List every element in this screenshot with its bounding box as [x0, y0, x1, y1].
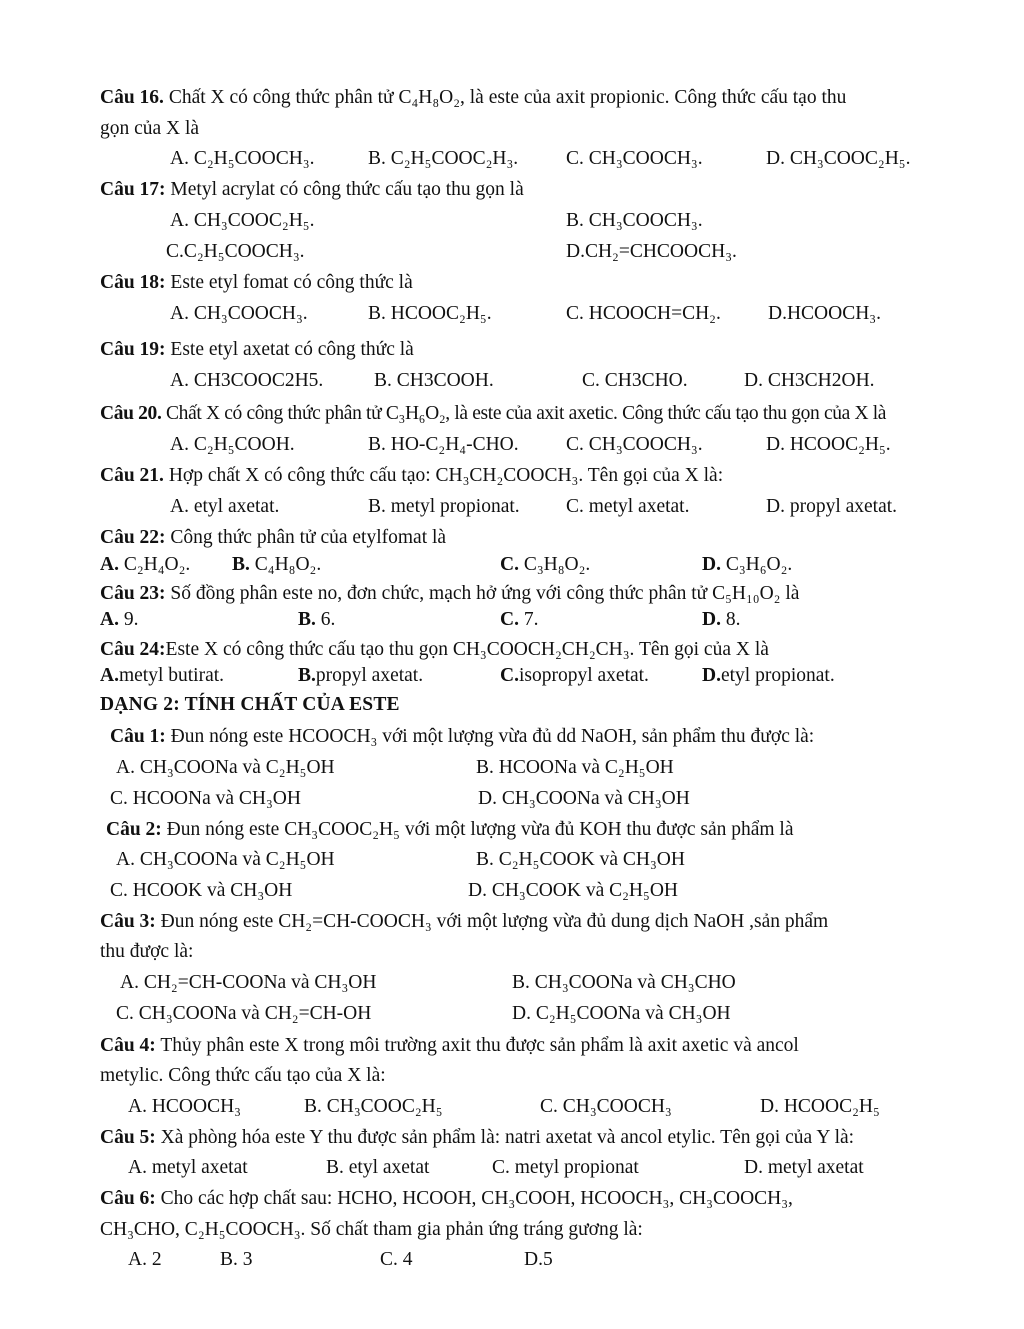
option-c: [500, 608, 538, 632]
option-a: [100, 553, 190, 577]
question-label: Câu 5:: [100, 1127, 156, 1148]
option-c: [500, 664, 649, 688]
question-text: Metyl acrylat có công thức cấu tạo thu gọn là: [165, 179, 524, 200]
question-text: Đun nóng este HCOOCH₃ với một lượng vừa đủ dd NaOH, sản phẩm thu được là:: [165, 726, 815, 747]
option-d: D.5: [524, 1249, 553, 1270]
question-20: [100, 402, 886, 426]
option-a: A. CH₃COOC₂H₅.: [170, 210, 315, 231]
option-c: C. metyl propionat: [492, 1157, 639, 1178]
option-letter: A.: [100, 665, 119, 686]
question-label: Câu 23:: [100, 583, 166, 604]
option-letter: A.: [100, 609, 119, 630]
option-a: A. etyl axetat.: [170, 496, 280, 517]
question-label: Câu 19:: [100, 339, 166, 360]
option-letter: D.: [702, 609, 721, 630]
option-a: A. CH₂=CH-COONa và CH₃OH: [120, 972, 377, 993]
question-5: [100, 1126, 854, 1150]
question-22: [100, 526, 446, 550]
question-4: [100, 1034, 799, 1058]
option-b: B. HCOONa và C₂H₅OH: [476, 757, 674, 778]
question-text: Este X có công thức cấu tạo thu gọn CH₃COOCH₂CH₂CH₃. Tên gọi của X là: [165, 639, 769, 660]
question-text: Thủy phân este X trong môi trường axit thu được sản phẩm là axit axetic và ancol: [155, 1035, 799, 1056]
option-letter: D.: [702, 665, 721, 686]
option-a: A. C₂H₅COOH.: [170, 434, 295, 455]
question-label: Câu 1:: [110, 726, 166, 747]
option-a: A. C₂H₅COOCH₃.: [170, 148, 315, 169]
option-b: [298, 608, 335, 632]
question-text-continued: thu được là:: [100, 941, 194, 962]
option-letter: B.: [298, 609, 316, 630]
option-letter: D.: [702, 554, 721, 575]
option-text: C₃H₈O₂.: [518, 554, 591, 575]
option-b: B. CH₃COOCH₃.: [566, 210, 703, 231]
option-c: C. CH₃COOCH₃.: [566, 434, 703, 455]
question-3: [100, 910, 828, 934]
option-a: A. metyl axetat: [128, 1157, 248, 1178]
option-a: A. 2: [128, 1249, 162, 1270]
question-label: Câu 6:: [100, 1188, 156, 1209]
option-text: etyl propionat.: [720, 665, 835, 686]
question-text: Số đồng phân este no, đơn chức, mạch hở ứng với công thức phân tử C₅H₁₀O₂ là: [165, 583, 800, 604]
option-c: C. HCOONa và CH₃OH: [110, 788, 301, 809]
option-text: C₂H₄O₂.: [118, 554, 191, 575]
option-d: D. CH₃COONa và CH₃OH: [478, 788, 690, 809]
option-d: D. HCOOC₂H₅: [760, 1096, 880, 1117]
option-text: metyl butirat.: [118, 665, 225, 686]
question-23: [100, 582, 799, 606]
question-text-continued: CH₃CHO, C₂H₅COOCH₃. Số chất tham gia phản ứng tráng gương là:: [100, 1219, 643, 1240]
option-d: D. CH₃COOK và C₂H₅OH: [468, 880, 678, 901]
option-text: propyl axetat.: [315, 665, 424, 686]
option-c: C.C₂H₅COOCH₃.: [166, 241, 305, 262]
question-2: [106, 818, 794, 842]
option-b: [232, 553, 321, 577]
option-d: [702, 553, 792, 577]
option-b: B. HO-C₂H₄-CHO.: [368, 434, 519, 455]
question-label: Câu 16.: [100, 87, 164, 108]
option-d: D.HCOOCH₃.: [768, 303, 881, 324]
option-text: C₄H₈O₂.: [249, 554, 322, 575]
question-text-continued: metylic. Công thức cấu tạo của X là:: [100, 1065, 386, 1086]
option-a: A. CH₃COOCH₃.: [170, 303, 308, 324]
option-d: D. CH3CH2OH.: [744, 370, 875, 391]
option-d: D. HCOOC₂H₅.: [766, 434, 891, 455]
option-d: D. metyl axetat: [744, 1157, 864, 1178]
question-label: Câu 21.: [100, 465, 164, 486]
question-text: Công thức phân tử của etylfomat là: [165, 527, 447, 548]
question-6: [100, 1187, 793, 1211]
question-text: Chất X có công thức phân tử C₄H₈O₂, là este của axit propionic. Công thức cấu tạo thu: [163, 87, 847, 108]
option-c: C. CH₃COOCH₃.: [566, 148, 703, 169]
option-b: B. etyl axetat: [326, 1157, 430, 1178]
option-c: C. CH₃COONa và CH₂=CH-OH: [116, 1003, 372, 1024]
option-c: C. HCOOK và CH₃OH: [110, 880, 293, 901]
question-text-continued: gọn của X là: [100, 118, 200, 139]
option-a: A. CH₃COONa và C₂H₅OH: [116, 757, 335, 778]
question-text: Cho các hợp chất sau: HCHO, HCOOH, CH₃COOH, HCOOCH₃, CH₃COOCH₃,: [155, 1188, 793, 1209]
option-letter: C.: [500, 554, 519, 575]
option-c: [500, 553, 590, 577]
question-label: Câu 3:: [100, 911, 156, 932]
question-text: Đun nóng este CH₂=CH-COOCH₃ với một lượng vừa đủ dung dịch NaOH ,sản phẩm: [155, 911, 829, 932]
question-text: Xà phòng hóa este Y thu được sản phẩm là: natri axetat và ancol etylic. Tên gọi của Y là:: [155, 1127, 855, 1148]
option-letter: B.: [232, 554, 250, 575]
section-heading: DẠNG 2: TÍNH CHẤT CỦA ESTE: [100, 694, 400, 715]
option-a: A. CH₃COONa và C₂H₅OH: [116, 849, 335, 870]
option-b: B. metyl propionat.: [368, 496, 520, 517]
question-label: Câu 4:: [100, 1035, 156, 1056]
option-b: B. C₂H₅COOK và CH₃OH: [476, 849, 685, 870]
option-letter: B.: [298, 665, 316, 686]
option-letter: A.: [100, 554, 119, 575]
option-b: B. CH3COOH.: [374, 370, 494, 391]
question-19: [100, 338, 414, 362]
option-letter: C.: [500, 665, 519, 686]
option-b: B. CH₃COOC₂H₅: [304, 1096, 443, 1117]
option-text: 6.: [315, 609, 336, 630]
option-text: isopropyl axetat.: [518, 665, 649, 686]
option-b: B. HCOOC₂H₅.: [368, 303, 492, 324]
question-label: Câu 17:: [100, 179, 166, 200]
question-16: [100, 86, 846, 110]
question-text: Hợp chất X có công thức cấu tạo: CH₃CH₂COOCH₃. Tên gọi của X là:: [163, 465, 724, 486]
option-d: [702, 664, 835, 688]
question-label: Câu 24:: [100, 639, 166, 660]
question-18: [100, 271, 413, 295]
option-c: C. 4: [380, 1249, 413, 1270]
question-text: Chất X có công thức phân tử C₃H₆O₂, là este của axit axetic. Công thức cấu tạo thu gọn của X là: [161, 403, 887, 424]
question-label: Câu 18:: [100, 272, 166, 293]
option-c: C. CH3CHO.: [582, 370, 688, 391]
option-text: 9.: [118, 609, 139, 630]
option-text: 7.: [518, 609, 539, 630]
option-d: D. C₂H₅COONa và CH₃OH: [512, 1003, 731, 1024]
option-a: [100, 608, 138, 632]
option-d: D.CH₂=CHCOOCH₃.: [566, 241, 737, 262]
question-text: Este etyl fomat có công thức là: [165, 272, 413, 293]
question-label: Câu 2:: [106, 819, 162, 840]
option-text: C₃H₆O₂.: [720, 554, 793, 575]
option-d: D. propyl axetat.: [766, 496, 898, 517]
question-24: [100, 638, 769, 662]
option-c: C. HCOOCH=CH₂.: [566, 303, 721, 324]
option-b: B. C₂H₅COOC₂H₃.: [368, 148, 519, 169]
question-text: Đun nóng este CH₃COOC₂H₅ với một lượng vừa đủ KOH thu được sản phẩm là: [161, 819, 794, 840]
question-label: Câu 22:: [100, 527, 166, 548]
option-text: 8.: [720, 609, 741, 630]
option-c: C. metyl axetat.: [566, 496, 690, 517]
question-label: Câu 20.: [100, 403, 162, 424]
option-a: A. HCOOCH₃: [128, 1096, 241, 1117]
question-1: [110, 725, 814, 749]
option-a: [100, 664, 224, 688]
option-letter: C.: [500, 609, 519, 630]
option-b: B. CH₃COONa và CH₃CHO: [512, 972, 736, 993]
option-d: D. CH₃COOC₂H₅.: [766, 148, 911, 169]
option-d: [702, 608, 740, 632]
option-b: [298, 664, 423, 688]
question-21: [100, 464, 723, 488]
option-a: A. CH3COOC2H5.: [170, 370, 324, 391]
question-17: [100, 178, 524, 202]
question-text: Este etyl axetat có công thức là: [165, 339, 414, 360]
option-b: B. 3: [220, 1249, 253, 1270]
option-c: C. CH₃COOCH₃: [540, 1096, 672, 1117]
